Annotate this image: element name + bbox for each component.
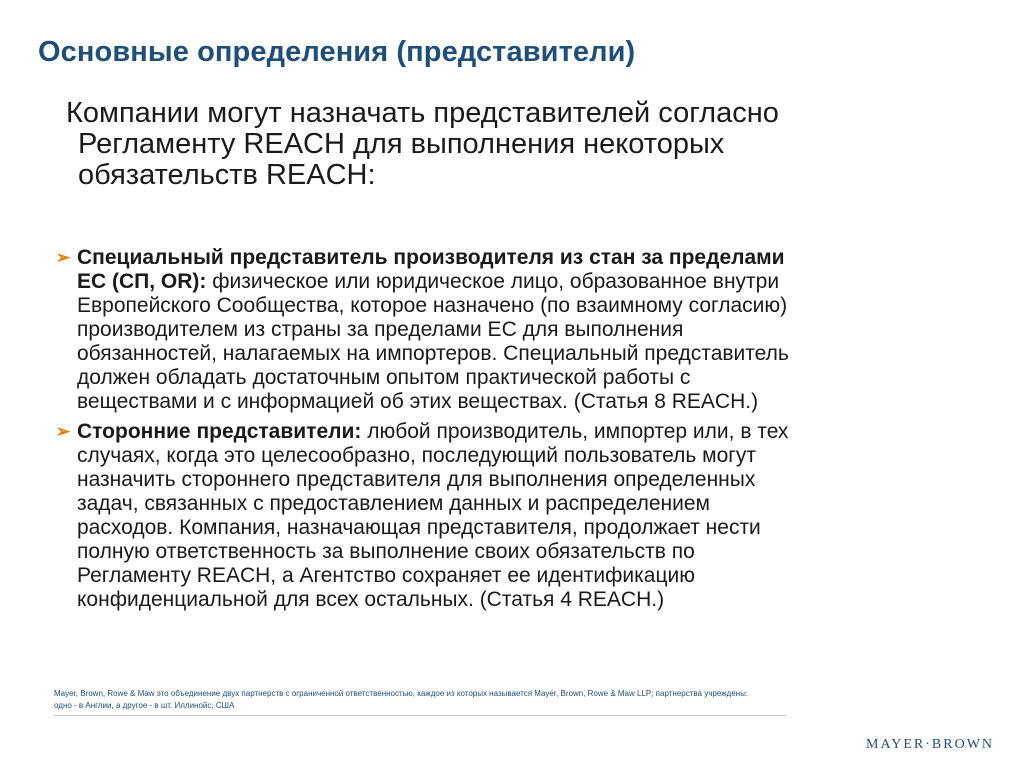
bullet-line: полную ответственность за выполнение своих обязательств по: [77, 540, 695, 563]
mayer-brown-logo: MAYER·BROWN: [866, 737, 995, 752]
bullet-text: физическое или юридическое лицо, образованное внутри: [206, 270, 780, 293]
bullet-term: Специальный представитель производителя из стан за пределами: [77, 246, 785, 269]
bullet-line: должен обладать достаточным опытом практической работы с: [77, 366, 691, 389]
footer-line: Mayer, Brown, Rowe & Maw это объединение двух партнерств с ограниченной ответственностью, каждое из которых называется Mayer, Brown, Rowe & Maw LLP; партнерства учреждены:: [54, 689, 749, 698]
bullet-line: обязанностей, налагаемых на импортеров. Специальный представитель: [77, 342, 789, 365]
footer-divider: [54, 715, 786, 716]
bullet-third-party-representatives: [54, 420, 994, 612]
bullet-line: задач, связанных с предоставлением данных и распределением: [77, 492, 710, 515]
arrow-bullet-icon: ➢: [56, 422, 71, 441]
bullet-line: Европейского Сообщества, которое назначено (по взаимному согласию): [77, 294, 788, 317]
bullet-special-representative: [54, 246, 994, 414]
slide-title: Основные определения (представители): [38, 36, 636, 68]
bullet-line: веществами и с информацией об этих веществах. (Статья 8 REACH.): [77, 390, 759, 413]
bullet-line: конфиденциальной для всех остальных. (Статья 4 REACH.): [77, 588, 665, 611]
bullet-line: случаях, когда это целесообразно, последующий пользователь могут: [77, 444, 757, 467]
intro-line: Регламенту REACH для выполнения некоторых: [78, 128, 725, 160]
bullet-text: любой производитель, импортер или, в тех: [361, 420, 789, 443]
bullet-list: [54, 246, 994, 612]
bullet-line: [77, 420, 994, 444]
footer-disclaimer: [54, 688, 794, 712]
bullet-line: [77, 270, 994, 294]
bullet-line: назначить стороннего представителя для выполнения определенных: [77, 468, 756, 491]
bullet-line: Регламенту REACH, а Агентство сохраняет ее идентификацию: [77, 564, 695, 587]
arrow-bullet-icon: ➢: [56, 248, 71, 267]
intro-line: обязательств REACH:: [78, 159, 376, 191]
bullet-term-continuation: ЕС (СП, OR):: [77, 270, 207, 293]
intro-line: Компании могут назначать представителей согласно: [66, 97, 779, 129]
bullet-line: расходов. Компания, назначающая представителя, продолжает нести: [77, 516, 761, 539]
bullet-term: Сторонние представители:: [77, 420, 362, 443]
bullet-line: производителем из страны за пределами ЕС для выполнения: [77, 318, 684, 341]
footer-line: одно - в Англии, а другое - в шт. Иллинойс, США: [54, 701, 235, 710]
intro-paragraph: [66, 98, 966, 191]
